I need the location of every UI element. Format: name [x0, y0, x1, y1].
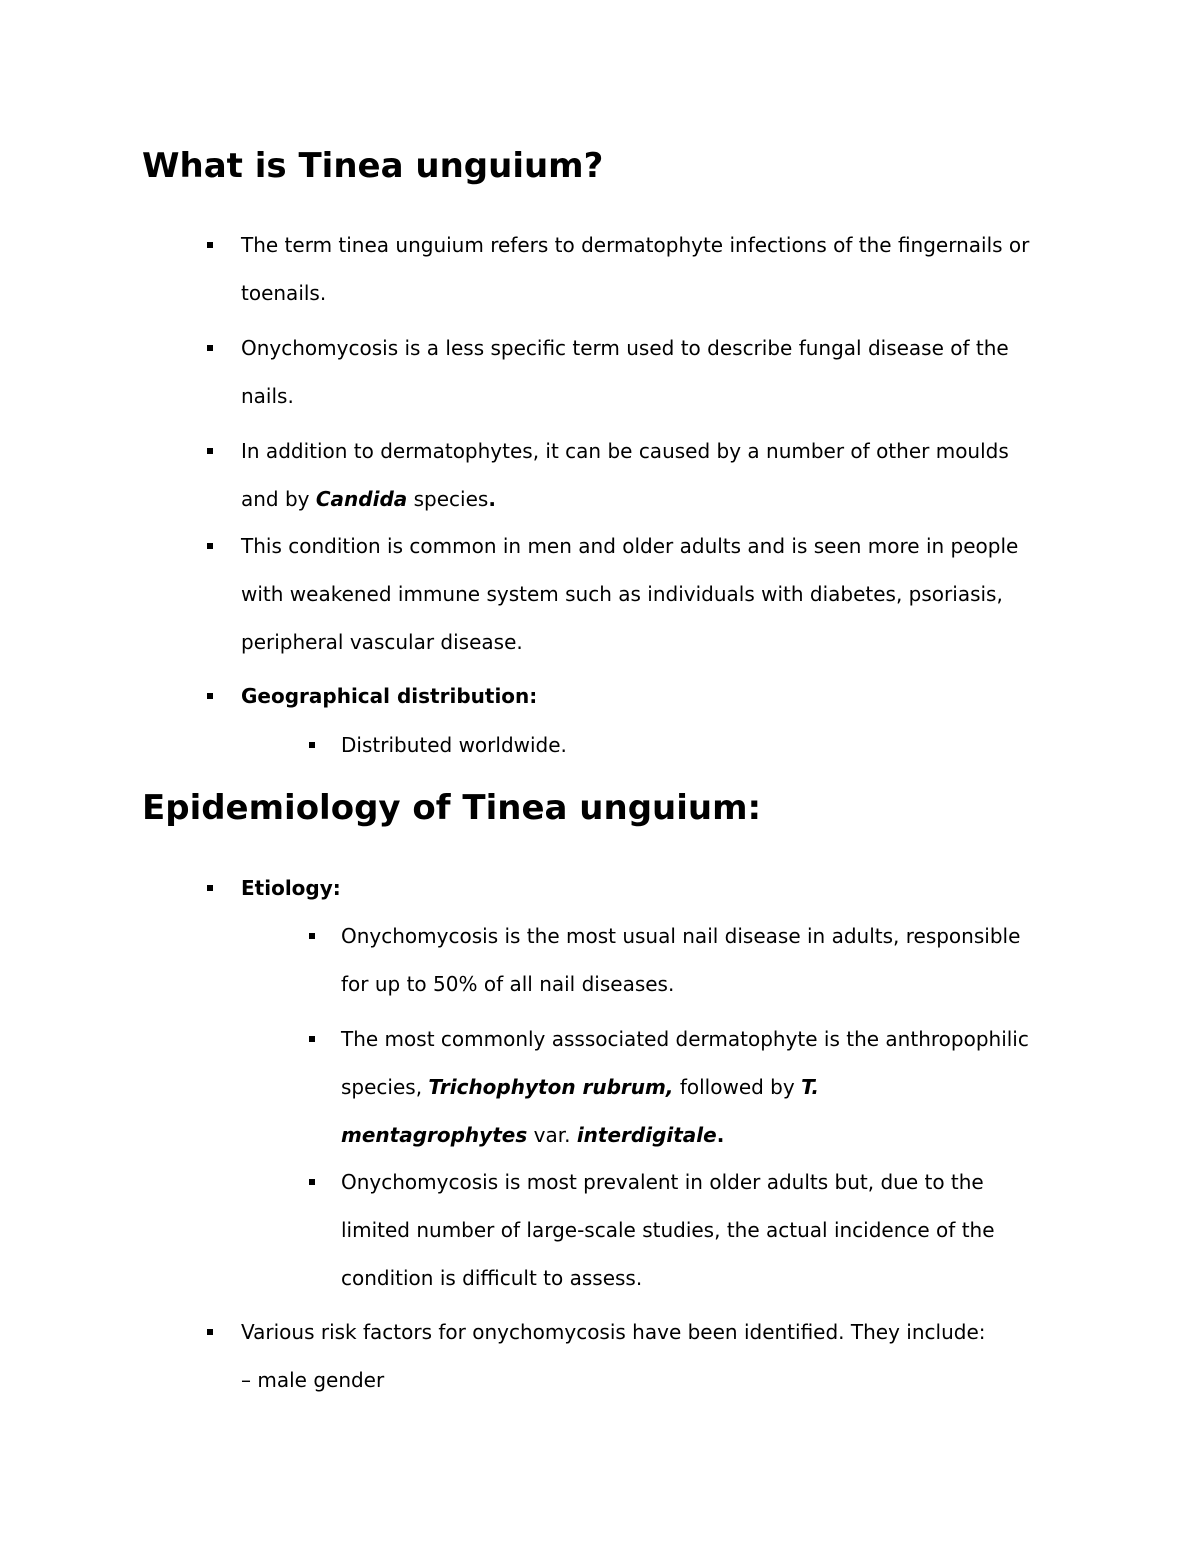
text-run: species, — [341, 1075, 429, 1099]
list-item — [241, 672, 537, 720]
list-item-text: for up to 50% of all nail diseases. — [341, 972, 675, 996]
text-run: var. — [527, 1123, 577, 1147]
list-item-text: Onychomycosis is a less specific term used to describe fungal disease of the — [241, 336, 1009, 360]
bullet-icon — [207, 543, 213, 549]
bullet-icon — [207, 1329, 213, 1335]
bullet-icon — [309, 1179, 315, 1185]
text-run: . — [716, 1123, 725, 1147]
list-item-text: Various risk factors for onychomycosis have been identified. They include: — [241, 1320, 986, 1344]
species-name-mentagrophytes: mentagrophytes — [341, 1123, 528, 1147]
list-item-text: nails. — [241, 384, 294, 408]
text-run: species — [407, 487, 489, 511]
bullet-icon — [207, 885, 213, 891]
list-item-text — [241, 475, 1009, 523]
list-item — [241, 221, 1029, 317]
heading-what-is-tinea-unguium: What is Tinea unguium? — [142, 146, 604, 186]
list-item-text — [341, 1111, 1029, 1159]
list-item — [241, 427, 1009, 523]
text-run: . — [488, 487, 496, 511]
heading-epidemiology: Epidemiology of Tinea unguium: — [142, 788, 762, 828]
list-item — [241, 1308, 985, 1404]
list-item-text: Onychomycosis is most prevalent in older adults but, due to the — [341, 1170, 984, 1194]
list-item-text: This condition is common in men and older adults and is seen more in people — [241, 534, 1019, 558]
list-item — [241, 864, 341, 912]
list-item-text — [341, 1063, 1029, 1111]
bullet-icon — [309, 1036, 315, 1042]
list-item-text: – male gender — [241, 1368, 385, 1392]
list-item-text: The term tinea unguium refers to dermatophyte infections of the fingernails or — [241, 233, 1030, 257]
list-item-text: toenails. — [241, 281, 327, 305]
text-run: followed by — [673, 1075, 802, 1099]
list-item-text: condition is difficult to assess. — [341, 1266, 643, 1290]
genus-abbreviation: T. — [801, 1075, 819, 1099]
list-item-text: peripheral vascular disease. — [241, 630, 523, 654]
variety-name-interdigitale: interdigitale — [576, 1123, 717, 1147]
sub-list-item — [341, 721, 567, 769]
bullet-icon — [207, 345, 213, 351]
bullet-icon — [207, 242, 213, 248]
list-item-label: Etiology: — [241, 876, 341, 900]
bullet-icon — [207, 693, 213, 699]
species-name-candida: Candida — [315, 487, 408, 511]
list-item-text: limited number of large-scale studies, the actual incidence of the — [341, 1218, 995, 1242]
bullet-icon — [207, 448, 213, 454]
list-item-text: Onychomycosis is the most usual nail disease in adults, responsible — [341, 924, 1021, 948]
bullet-icon — [309, 933, 315, 939]
sub-list-item — [341, 912, 1020, 1008]
text-run: and by — [241, 487, 316, 511]
list-item-label: Geographical distribution: — [241, 684, 538, 708]
sub-list-item — [341, 1015, 1029, 1159]
sub-list-item — [341, 1158, 995, 1302]
list-item-text: In addition to dermatophytes, it can be caused by a number of other moulds — [241, 439, 1009, 463]
species-name-trichophyton-rubrum: Trichophyton rubrum, — [428, 1075, 674, 1099]
list-item-text: with weakened immune system such as individuals with diabetes, psoriasis, — [241, 582, 1003, 606]
list-item — [241, 522, 1018, 666]
list-item-text: The most commonly asssociated dermatophyte is the anthropophilic — [341, 1027, 1029, 1051]
list-item-text: Distributed worldwide. — [341, 733, 567, 757]
bullet-icon — [309, 742, 315, 748]
list-item — [241, 324, 1009, 420]
